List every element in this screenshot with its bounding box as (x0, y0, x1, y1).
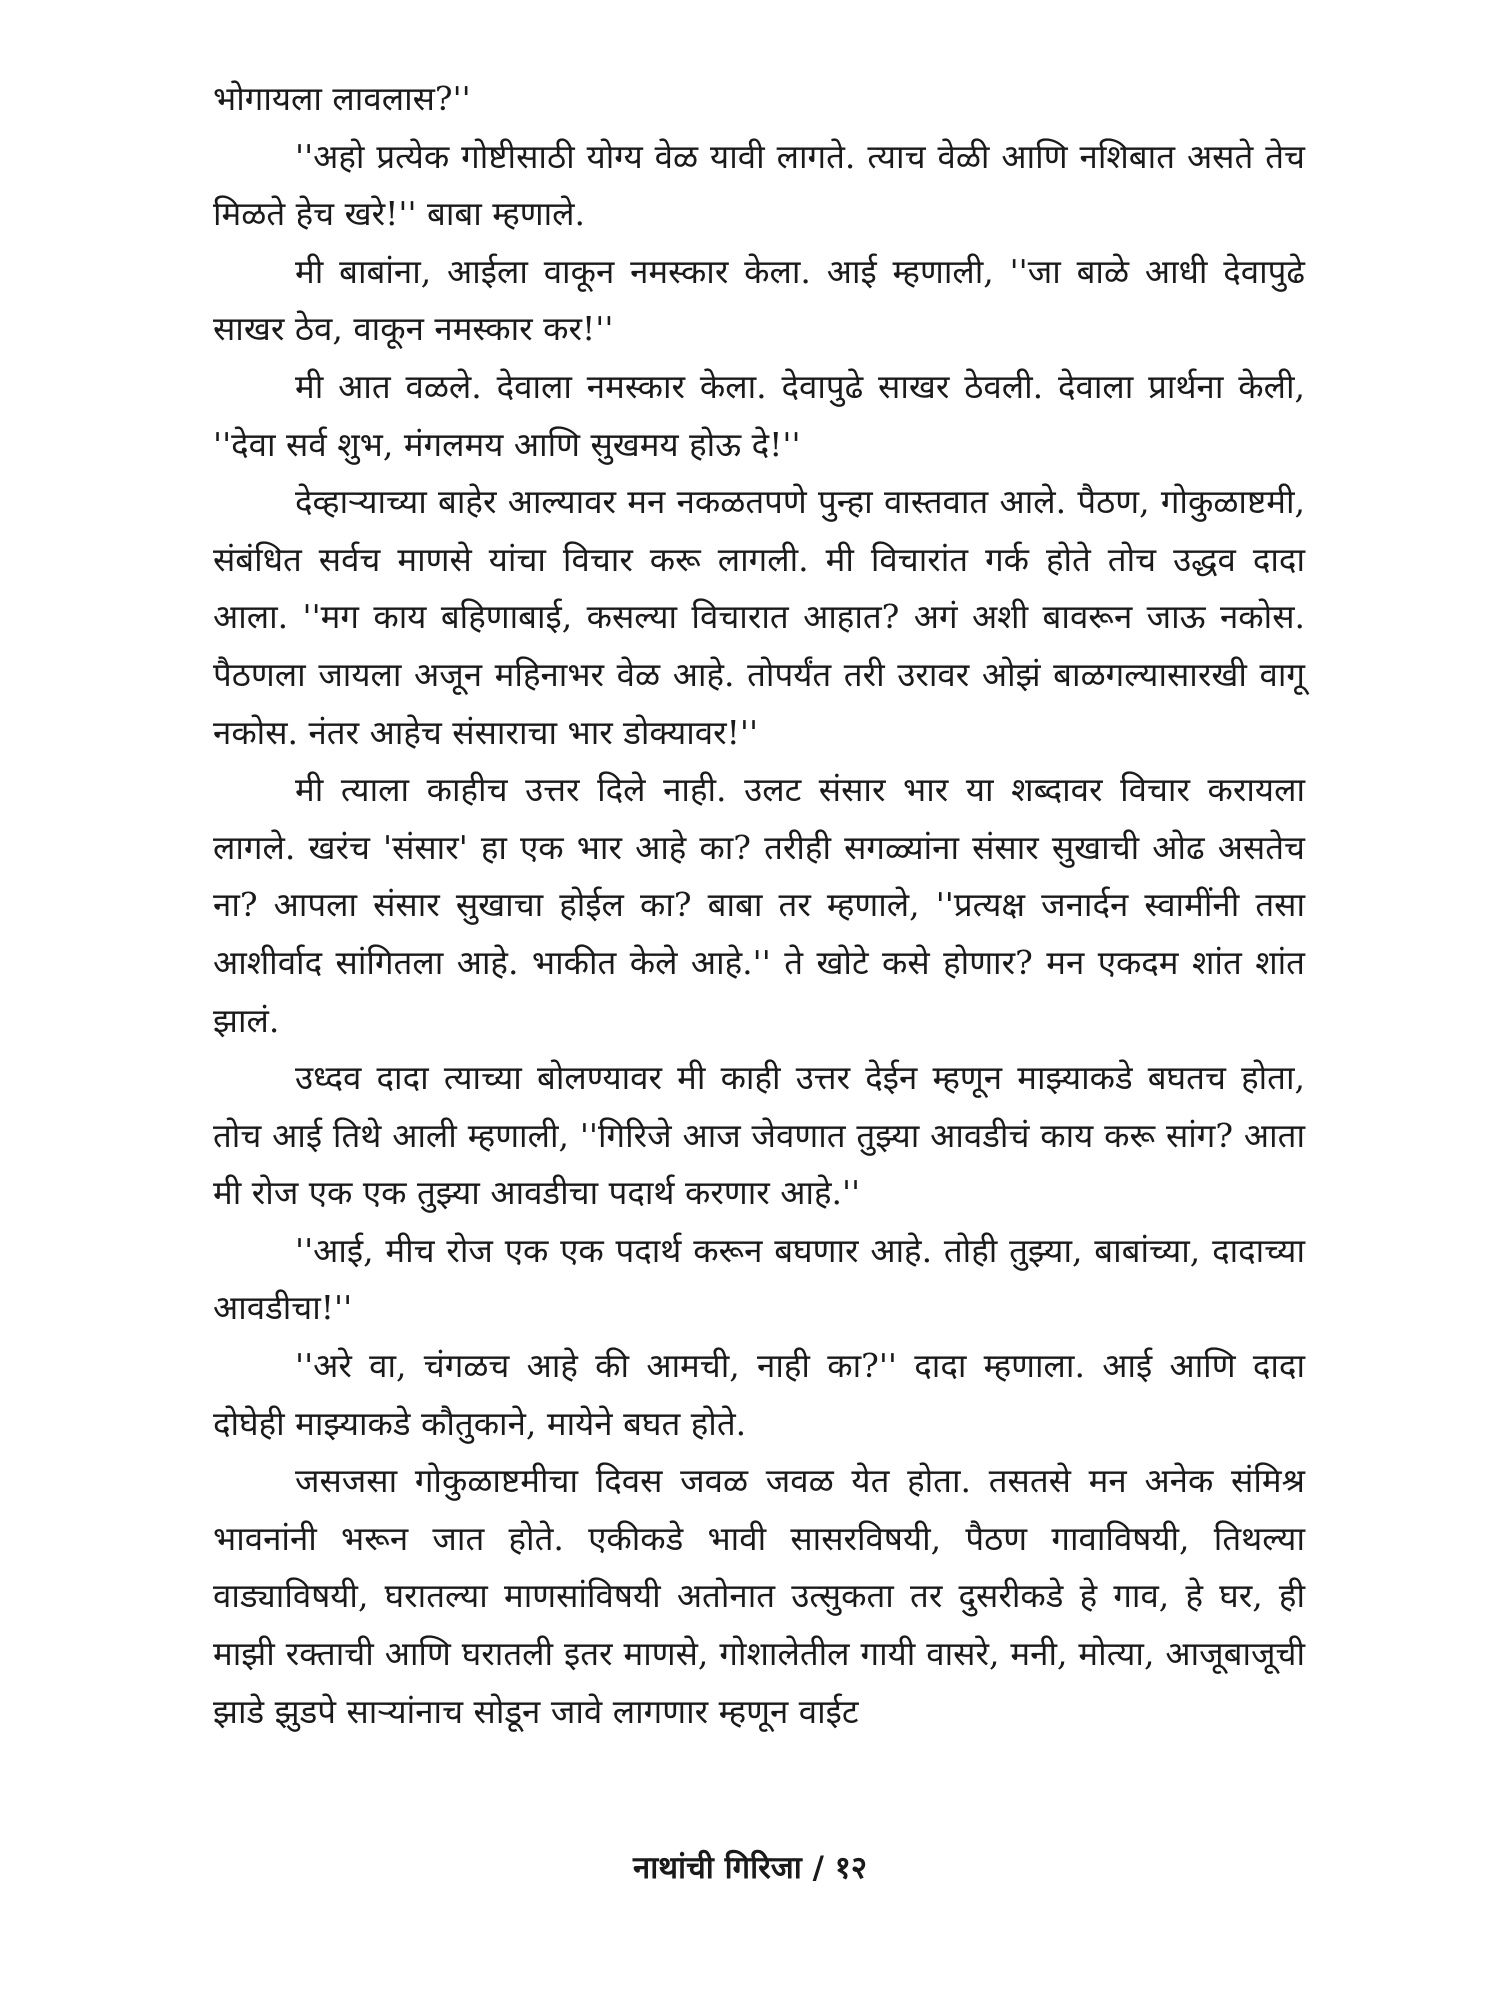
paragraph: उध्दव दादा त्याच्या बोलण्यावर मी काही उत्तर देईन म्हणून माझ्याकडे बघतच होता, तोच आई तिथे आली म्हणाली, ''गिरिजे आज जेवणात तुझ्या आवडीचं काय करू सांग? आता मी रोज एक एक तुझ्या आवडीचा पदार्थ करणार आहे.'' (213, 1058, 1305, 1213)
paragraph: देव्हाऱ्याच्या बाहेर आल्यावर मन नकळतपणे पुन्हा वास्तवात आले. पैठण, गोकुळाष्टमी, संबंधित सर्वच माणसे यांचा विचार करू लागली. मी विचारांत गर्क होते तोच उद्धव दादा आला. ''मग काय बहिणाबाई, कसल्या विचारात आहात? अगं अशी बावरून जाऊ नकोस. पैठणला जायला अजून महिनाभर वेळ आहे. तोपर्यंत तरी उरावर ओझं बाळगल्यासारखी वागू नकोस. नंतर आहेच संसाराचा भार डोक्यावर!'' (213, 482, 1305, 752)
paragraph: ''अहो प्रत्येक गोष्टीसाठी योग्य वेळ यावी लागते. त्याच वेळी आणि नशिबात असते तेच मिळते हेच खरे!'' बाबा म्हणाले. (213, 136, 1305, 234)
paragraph: जसजसा गोकुळाष्टमीचा दिवस जवळ जवळ येत होता. तसतसे मन अनेक संमिश्र भावनांनी भरून जात होते. एकीकडे भावी सासरविषयी, पैठण गावाविषयी, तिथल्या वाड्याविषयी, घरातल्या माणसांविषयी अतोनात उत्सुकता तर दुसरीकडे हे गाव, हे घर, ही माझी रक्ताची आणि घरातली इतर माणसे, गोशालेतील गायी वासरे, मनी, मोत्या, आजूबाजूची झाडे झुडपे साऱ्यांनाच सोडून जावे लागणार म्हणून वाईट (213, 1461, 1305, 1731)
paragraph: ''आई, मीच रोज एक एक पदार्थ करून बघणार आहे. तोही तुझ्या, बाबांच्या, दादाच्या आवडीचा!'' (213, 1230, 1305, 1328)
paragraph: ''अरे वा, चंगळच आहे की आमची, नाही का?'' दादा म्हणाला. आई आणि दादा दोघेही माझ्याकडे कौतुकाने, मायेने बघत होते. (213, 1346, 1305, 1443)
paragraph: मी बाबांना, आईला वाकून नमस्कार केला. आई म्हणाली, ''जा बाळे आधी देवापुढे साखर ठेव, वाकून नमस्कार कर!'' (213, 251, 1305, 349)
paragraph-continuation: भोगायला लावलास?'' (213, 79, 471, 118)
page-footer: नाथांची गिरिजा / १२ (633, 1850, 867, 1886)
paragraph: मी आत वळले. देवाला नमस्कार केला. देवापुढे साखर ठेवली. देवाला प्रार्थना केली, ''देवा सर्व शुभ, मंगलमय आणि सुखमय होऊ दे!'' (213, 366, 1305, 464)
body-text (213, 70, 1305, 1740)
paragraph: मी त्याला काहीच उत्तर दिले नाही. उलट संसार भार या शब्दावर विचार करायला लागले. खरंच 'संसार' हा एक भार आहे का? तरीही सगळ्यांना संसार सुखाची ओढ असतेच ना? आपला संसार सुखाचा होईल का? बाबा तर म्हणाले, ''प्रत्यक्ष जनार्दन स्वामींनी तसा आशीर्वाद सांगितला आहे. भाकीत केले आहे.'' ते खोटे कसे होणार? मन एकदम शांत शांत झालं. (213, 770, 1305, 1040)
